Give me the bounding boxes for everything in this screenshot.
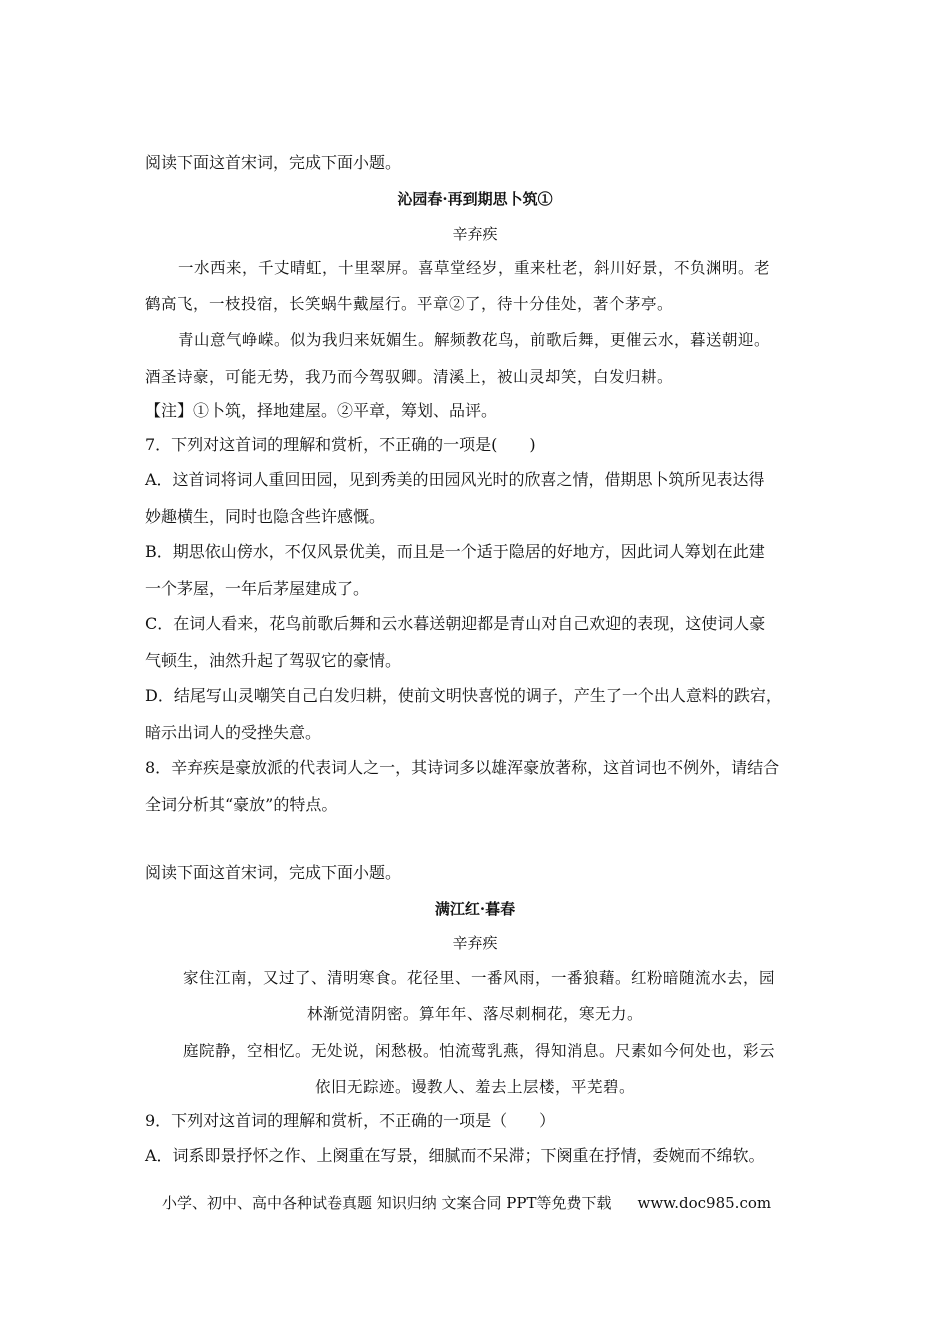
question-8-stem-cont: 全词分析其“豪放”的特点。 [145, 795, 338, 814]
question-7-option-d-cont: 暗示出词人的受挫失意。 [145, 723, 322, 742]
section1-poem-line: 鹤高飞，一枝投宿，长笑蜗牛戴屋行。平章②了，待十分佳处，著个茅亭。 [145, 295, 674, 313]
section2-poem-line: 林渐觉清阴密。算年年、落尽刺桐花，寒无力。 [306, 1005, 643, 1023]
question-7-option-c: C．在词人看来，花鸟前歌后舞和云水暮送朝迎都是青山对自己欢迎的表现，这使词人豪 [145, 614, 766, 633]
section1-poem-line: 一水西来，千丈晴虹，十里翠屏。喜草堂经岁，重来杜老，斜川好景，不负渊明。老 [178, 259, 771, 277]
question-7-option-d: D．结尾写山灵嘲笑自己白发归耕，使前文明快喜悦的调子，产生了一个出人意料的跌宕， [145, 686, 782, 705]
section2-poem-line: 庭院静，空相忆。无处说，闲愁极。怕流莺乳燕，得知消息。尺素如今何处也，彩云 [183, 1042, 776, 1060]
question-7-stem: 7．下列对这首词的理解和赏析，不正确的一项是( ) [145, 435, 536, 454]
question-7-option-c-cont: 气顿生，油然升起了驾驭它的豪情。 [145, 651, 402, 670]
question-8-stem: 8．辛弃疾是豪放派的代表词人之一，其诗词多以雄浑豪放著称，这首词也不例外，请结合 [145, 758, 780, 777]
section2-poem-line: 依旧无踪迹。谩教人、羞去上层楼，平芜碧。 [314, 1078, 635, 1096]
section1-poem-line: 青山意气峥嵘。似为我归来妩媚生。解频教花鸟，前歌后舞，更催云水，暮送朝迎。 [178, 331, 771, 349]
question-9-stem: 9．下列对这首词的理解和赏析，不正确的一项是（ ） [145, 1111, 556, 1130]
section2-poem-line: 家住江南，又过了、清明寒食。花径里、一番风雨，一番狼藉。红粉暗随流水去，园 [183, 969, 776, 987]
section1-note: 【注】①卜筑，择地建屋。②平章，筹划、品评。 [145, 401, 498, 420]
section1-poem-title: 沁园春·再到期思卜筑① [397, 190, 553, 208]
question-7-option-b: B．期思依山傍水，不仅风景优美，而且是一个适于隐居的好地方，因此词人筹划在此建 [145, 542, 765, 561]
section2-intro: 阅读下面这首宋词，完成下面小题。 [145, 863, 402, 882]
question-7-option-a: A．这首词将词人重回田园，见到秀美的田园风光时的欣喜之情，借期思卜筑所见表达得 [145, 470, 765, 489]
question-7-option-a-cont: 妙趣横生，同时也隐含些许感慨。 [145, 507, 386, 526]
section2-poem-author: 辛弃疾 [452, 934, 498, 952]
section1-poem-line: 酒圣诗豪，可能无势，我乃而今驾驭卿。清溪上，被山灵却笑，白发归耕。 [145, 368, 674, 386]
question-9-option-a: A．词系即景抒怀之作、上阕重在写景，细腻而不呆滞；下阕重在抒情，委婉而不绵软。 [145, 1146, 765, 1165]
question-7-option-b-cont: 一个茅屋，一年后茅屋建成了。 [145, 579, 370, 598]
footer-text: 小学、初中、高中各种试卷真题 知识归纳 文案合同 PPT等免费下载 [162, 1194, 612, 1212]
page-footer [162, 1192, 771, 1213]
section2-poem-title: 满江红·暮春 [434, 900, 516, 918]
footer-url: www.doc985.com [637, 1194, 772, 1212]
section1-poem-author: 辛弃疾 [452, 225, 498, 243]
section1-intro: 阅读下面这首宋词，完成下面小题。 [145, 153, 402, 172]
